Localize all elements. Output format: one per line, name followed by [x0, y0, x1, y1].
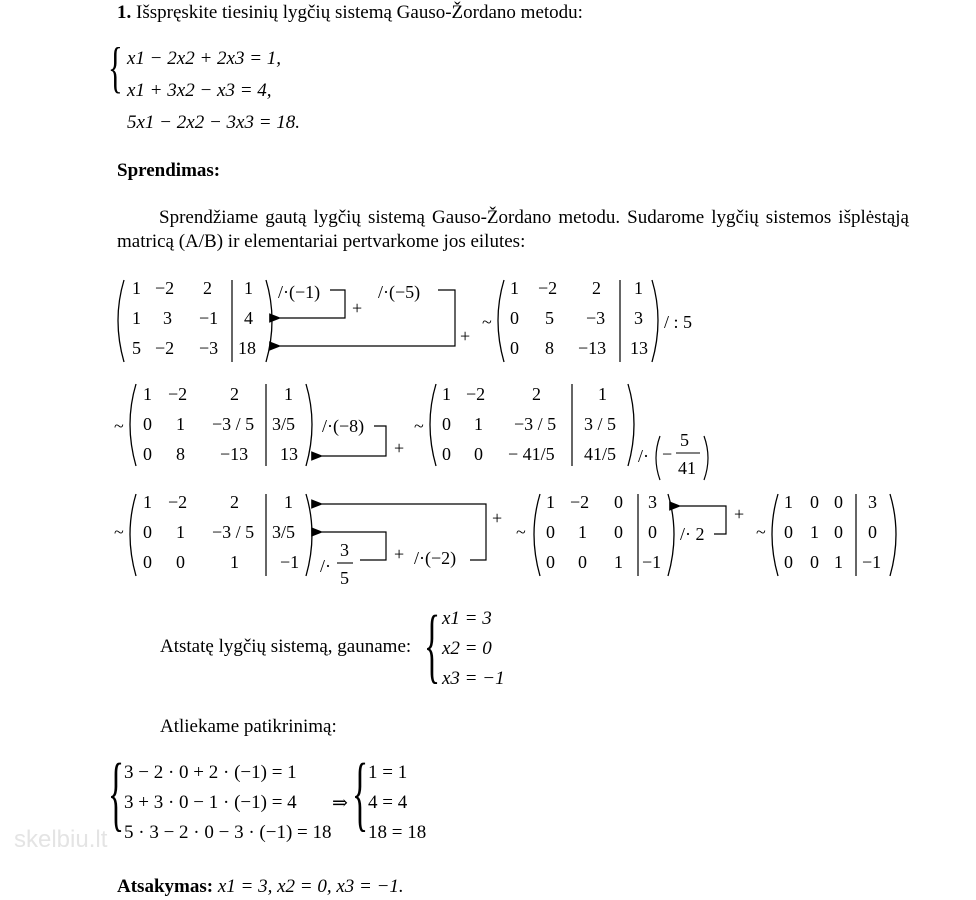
- m6-cell: 3: [648, 492, 657, 512]
- m4-cell: 41/5: [584, 444, 617, 464]
- m6-cell: 0: [546, 552, 555, 572]
- m3-cell: 8: [176, 444, 185, 464]
- m1-cell: 1: [132, 308, 141, 328]
- plus-sign: +: [734, 504, 745, 524]
- m7-cell: 3: [868, 492, 877, 512]
- m3-cell: −13: [220, 444, 249, 464]
- m7-cell: 1: [834, 552, 843, 572]
- check-label: Atliekame patikrinimą:: [160, 716, 337, 737]
- m3-cell: 0: [143, 414, 152, 434]
- watermark: skelbiu.lt: [14, 826, 108, 853]
- answer-label: Atsakymas:: [117, 876, 214, 897]
- answer: [117, 876, 404, 898]
- m4-cell: 1: [442, 384, 451, 404]
- m5-cell: 1: [284, 492, 293, 512]
- m3-cell: 2: [230, 384, 239, 404]
- plus-sign: +: [394, 544, 405, 564]
- m1-cell: −1: [199, 308, 219, 328]
- check-left-1: 3 − 2 · 0 + 2 · (−1) = 1: [124, 762, 297, 783]
- svg-text:5: 5: [340, 568, 349, 588]
- matrix-6: [534, 492, 674, 576]
- m1-cell: 1: [244, 278, 253, 298]
- m4-cell: 0: [442, 444, 451, 464]
- m7-cell: 0: [784, 552, 793, 572]
- m5-cell: 0: [143, 522, 152, 542]
- m7-cell: 0: [868, 522, 877, 542]
- m4-cell: 1: [474, 414, 483, 434]
- op-divide-5: / : 5: [664, 312, 693, 332]
- equation-2: x1 + 3x2 − x3 = 4,: [127, 80, 272, 101]
- plus-sign: +: [460, 326, 471, 346]
- m5-cell: 0: [176, 552, 185, 572]
- m2-cell: 3: [634, 308, 643, 328]
- op-multiply-neg2: /·(−2): [414, 548, 457, 568]
- m5-cell: 3/5: [272, 522, 296, 542]
- m4-cell: 2: [532, 384, 541, 404]
- m3-cell: 1: [143, 384, 152, 404]
- m1-cell: 18: [238, 338, 256, 358]
- m7-cell: 1: [784, 492, 793, 512]
- m4-cell: 0: [442, 414, 451, 434]
- m7-cell: −1: [862, 552, 882, 572]
- m6-cell: 0: [614, 492, 623, 512]
- m6-cell: −1: [642, 552, 662, 572]
- m7-cell: 1: [810, 522, 819, 542]
- m2-cell: −3: [586, 308, 606, 328]
- m4-cell: 1: [598, 384, 607, 404]
- restored-label: Atstatę lygčių sistemą, gauname:: [160, 636, 412, 657]
- op-multiply-neg5-41: [638, 430, 708, 480]
- m1-cell: 5: [132, 338, 141, 358]
- m5-cell: 0: [143, 552, 152, 572]
- m1-cell: −2: [155, 278, 175, 298]
- restored-eq-2: x2 = 0: [442, 638, 492, 659]
- m1-cell: 3: [163, 308, 172, 328]
- m2-cell: −2: [538, 278, 558, 298]
- op-multiply-3-5: [320, 540, 353, 588]
- svg-text:41: 41: [678, 458, 696, 478]
- m1-cell: −3: [199, 338, 219, 358]
- check-right-1: 1 = 1: [368, 762, 408, 783]
- m6-cell: 1: [614, 552, 623, 572]
- m3-cell: 3/5: [272, 414, 296, 434]
- restored-eq-3: x3 = −1: [442, 668, 505, 689]
- plus-sign: +: [394, 438, 405, 458]
- m4-cell: 0: [474, 444, 483, 464]
- m5-cell: −2: [168, 492, 188, 512]
- m7-cell: 0: [834, 522, 843, 542]
- m2-cell: −13: [578, 338, 607, 358]
- matrix-3: [130, 384, 312, 466]
- solution-heading: Sprendimas:: [117, 160, 221, 181]
- equivalence-tilde: ~: [516, 522, 526, 542]
- op-multiply-neg8: /·(−8): [322, 416, 365, 436]
- check-right-2: 4 = 4: [368, 792, 408, 813]
- m2-cell: 5: [545, 308, 554, 328]
- m2-cell: 0: [510, 308, 519, 328]
- op-multiply-2: /· 2: [680, 524, 705, 544]
- m2-cell: 0: [510, 338, 519, 358]
- m1-cell: −2: [155, 338, 175, 358]
- matrix-5: [130, 492, 312, 576]
- matrix-7: [772, 492, 896, 576]
- answer-text: x1 = 3, x2 = 0, x3 = −1.: [217, 876, 404, 897]
- m1-cell: 2: [203, 278, 212, 298]
- m5-cell: 2: [230, 492, 239, 512]
- m3-cell: 1: [284, 384, 293, 404]
- check-left-2: 3 + 3 · 0 − 1 · (−1) = 4: [124, 792, 297, 813]
- m2-cell: 8: [545, 338, 554, 358]
- check-left-brace: {: [108, 747, 125, 840]
- m2-cell: 2: [592, 278, 601, 298]
- m4-cell: −3 / 5: [514, 414, 557, 434]
- plus-sign: +: [352, 298, 363, 318]
- m3-cell: 1: [176, 414, 185, 434]
- arrow-row3-to-row2: [322, 532, 386, 560]
- m5-cell: 1: [230, 552, 239, 572]
- m6-cell: 1: [546, 492, 555, 512]
- equivalence-tilde: ~: [114, 522, 124, 542]
- m4-cell: − 41/5: [508, 444, 555, 464]
- restored-eq-1: x1 = 3: [442, 608, 492, 629]
- m4-cell: −2: [466, 384, 486, 404]
- equation-1: x1 − 2x2 + 2x3 = 1,: [127, 48, 282, 69]
- implies-arrow: ⇒: [332, 793, 348, 814]
- m5-cell: −3 / 5: [212, 522, 255, 542]
- m6-cell: 1: [578, 522, 587, 542]
- m7-cell: 0: [834, 492, 843, 512]
- op-multiply-neg5: /·(−5): [378, 282, 421, 302]
- svg-text:3: 3: [340, 540, 349, 560]
- m2-cell: 13: [630, 338, 648, 358]
- m7-cell: 0: [784, 522, 793, 542]
- m1-cell: 1: [132, 278, 141, 298]
- m5-cell: −1: [280, 552, 300, 572]
- m6-cell: 0: [648, 522, 657, 542]
- m3-cell: −2: [168, 384, 188, 404]
- op-multiply-neg1: /·(−1): [278, 282, 321, 302]
- solution-intro: Sprendžiame gautą lygčių sistemą Gauso-Žordano metodu. Sudarome lygčių sistemos išplėstąją matricą (A/B) ir elementariai pertvarkome jos eilutes:: [117, 207, 909, 252]
- system-brace: {: [108, 37, 123, 99]
- plus-sign: +: [492, 508, 503, 528]
- equivalence-tilde: ~: [414, 416, 424, 436]
- m6-cell: −2: [570, 492, 590, 512]
- m6-cell: 0: [578, 552, 587, 572]
- m4-cell: 3 / 5: [584, 414, 617, 434]
- m7-cell: 0: [810, 492, 819, 512]
- m6-cell: 0: [614, 522, 623, 542]
- matrix-4: [430, 384, 634, 466]
- m6-cell: 0: [546, 522, 555, 542]
- equivalence-tilde: ~: [482, 312, 492, 332]
- check-right-brace: {: [352, 747, 369, 840]
- m2-cell: 1: [634, 278, 643, 298]
- matrix-1: [118, 278, 272, 362]
- svg-text:5: 5: [680, 430, 689, 450]
- problem-number: 1.: [117, 2, 132, 23]
- m7-cell: 0: [810, 552, 819, 572]
- svg-text:/·: /·: [320, 556, 331, 576]
- equation-3: 5x1 − 2x2 − 3x3 = 18.: [127, 112, 301, 133]
- check-left-3: 5 · 3 − 2 · 0 − 3 · (−1) = 18: [124, 822, 332, 843]
- m3-cell: −3 / 5: [212, 414, 255, 434]
- check-right-3: 18 = 18: [368, 822, 427, 843]
- m3-cell: 0: [143, 444, 152, 464]
- m5-cell: 1: [176, 522, 185, 542]
- restored-brace: {: [424, 599, 441, 692]
- m3-cell: 13: [280, 444, 298, 464]
- problem-text: Išspręskite tiesinių lygčių sistemą Gauso-Žordano metodu:: [136, 2, 583, 23]
- svg-text:−: −: [662, 444, 673, 464]
- equivalence-tilde: ~: [756, 522, 766, 542]
- svg-text:/·: /·: [638, 446, 649, 466]
- m2-cell: 1: [510, 278, 519, 298]
- matrix-2: [498, 278, 658, 362]
- equivalence-tilde: ~: [114, 416, 124, 436]
- m5-cell: 1: [143, 492, 152, 512]
- m1-cell: 4: [244, 308, 253, 328]
